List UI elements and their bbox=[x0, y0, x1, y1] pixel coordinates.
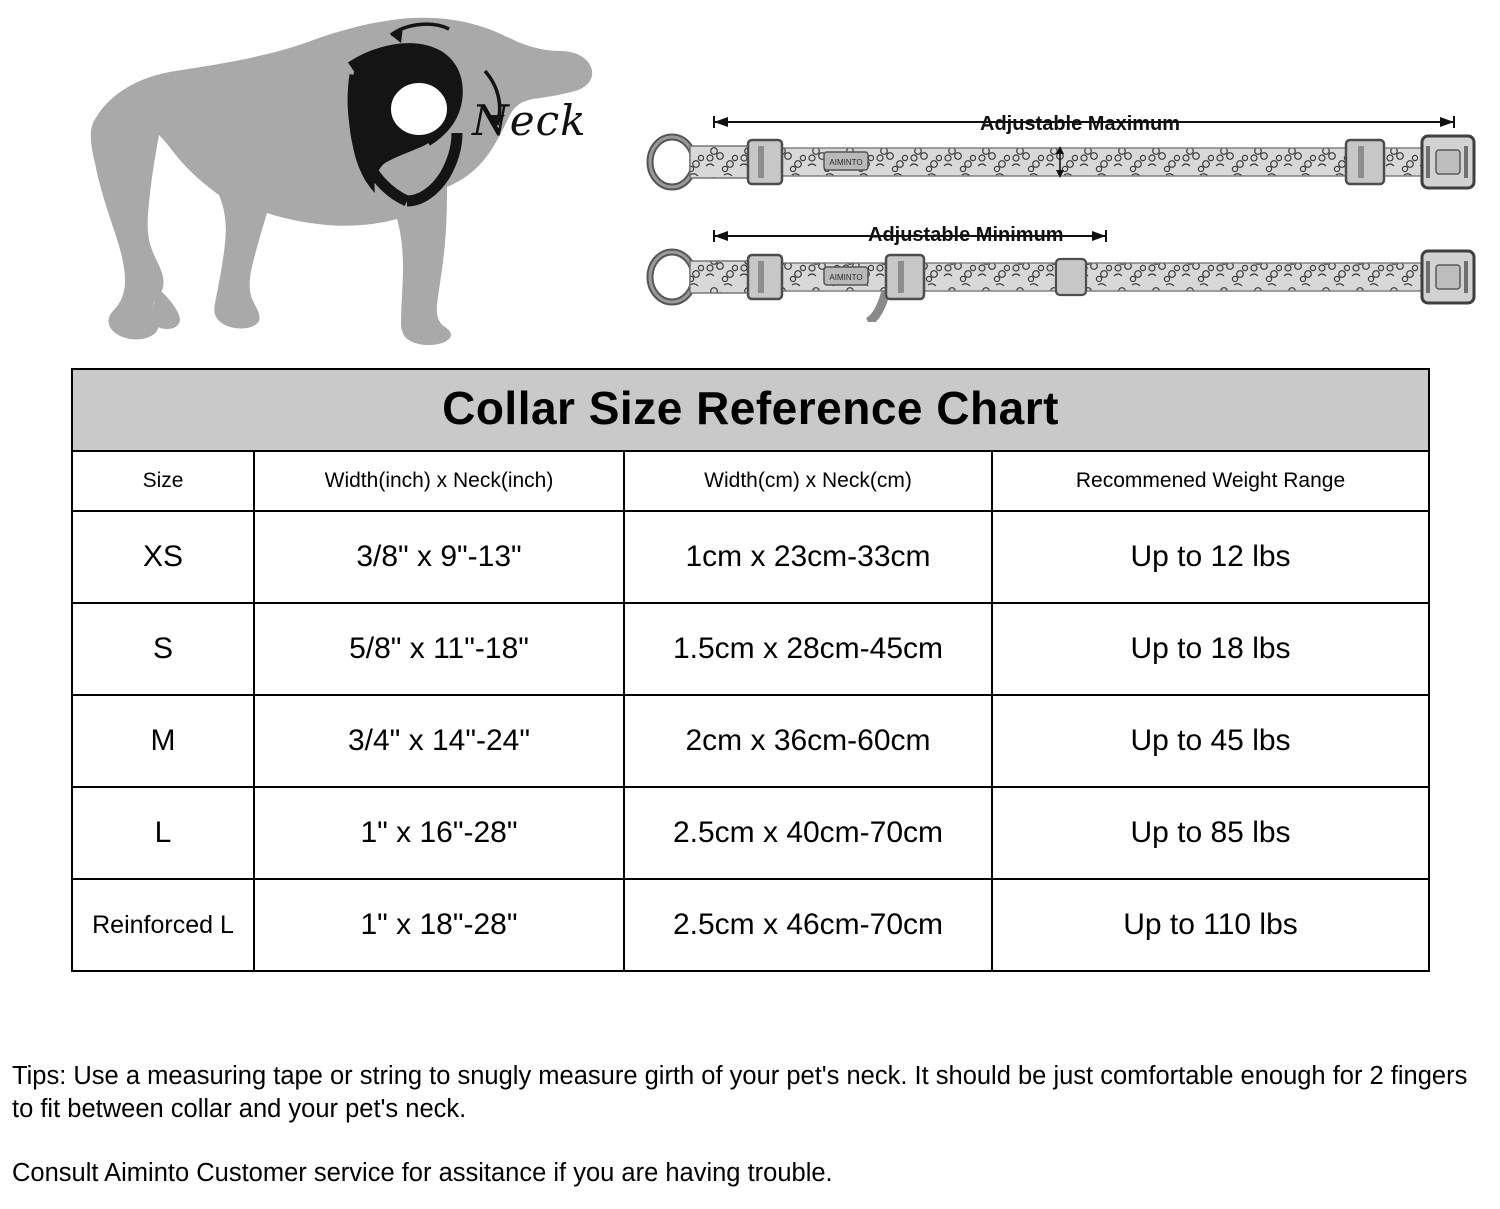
cell-size: M bbox=[72, 695, 254, 787]
dog-silhouette-diagram bbox=[55, 5, 615, 355]
cell-cm: 2.5cm x 40cm-70cm bbox=[624, 787, 992, 879]
page-title: Collar Size Reference Chart bbox=[72, 369, 1429, 451]
collar-slider-min bbox=[748, 255, 782, 299]
cell-cm: 1.5cm x 28cm-45cm bbox=[624, 603, 992, 695]
cell-inch: 5/8" x 11"-18" bbox=[254, 603, 624, 695]
cell-weight: Up to 12 lbs bbox=[992, 511, 1429, 603]
header-width-neck-inch: Width(inch) x Neck(inch) bbox=[254, 451, 624, 511]
cell-size: XS bbox=[72, 511, 254, 603]
illustration-area bbox=[0, 0, 1500, 368]
header-size: Size bbox=[72, 451, 254, 511]
tips-line-support: Consult Aiminto Customer service for assitance if you are having trouble. bbox=[12, 1159, 833, 1188]
table-row bbox=[72, 511, 1429, 603]
collar-adjuster-min bbox=[886, 255, 924, 299]
collar-slider bbox=[748, 140, 782, 184]
cell-inch: 3/4" x 14"-24" bbox=[254, 695, 624, 787]
cell-weight: Up to 45 lbs bbox=[992, 695, 1429, 787]
table-title-row bbox=[72, 369, 1429, 451]
cell-cm: 2cm x 36cm-60cm bbox=[624, 695, 992, 787]
tips-section bbox=[12, 1060, 1492, 1190]
collar-strap-fold-min bbox=[690, 261, 748, 293]
cell-cm: 2.5cm x 46cm-70cm bbox=[624, 879, 992, 971]
collar-d-ring-min bbox=[650, 252, 694, 302]
cell-weight: Up to 110 lbs bbox=[992, 879, 1429, 971]
cell-size: Reinforced L bbox=[72, 879, 254, 971]
header-width-neck-cm: Width(cm) x Neck(cm) bbox=[624, 451, 992, 511]
cell-size: L bbox=[72, 787, 254, 879]
cell-size: S bbox=[72, 603, 254, 695]
table-row bbox=[72, 603, 1429, 695]
adjustable-maximum-label: Adjustable Maximum bbox=[980, 113, 1181, 135]
cell-inch: 1" x 18"-28" bbox=[254, 879, 624, 971]
collar-size-table-container bbox=[71, 368, 1428, 972]
svg-text:AIMINTO: AIMINTO bbox=[829, 158, 863, 167]
cell-inch: 3/8" x 9"-13" bbox=[254, 511, 624, 603]
collar-diagram-minimum bbox=[636, 222, 1481, 322]
neck-label: Neck bbox=[472, 96, 587, 145]
harness-ring bbox=[392, 84, 446, 134]
length-dimension-line bbox=[714, 116, 1454, 128]
header-weight-range: Recommened Weight Range bbox=[992, 451, 1429, 511]
table-row bbox=[72, 695, 1429, 787]
collar-size-table bbox=[71, 368, 1430, 972]
dog-body-shape bbox=[91, 18, 592, 345]
collar-brand-plate-min bbox=[824, 267, 868, 285]
adjustable-minimum-label: Adjustable Minimum bbox=[868, 224, 1064, 246]
collar-adjuster bbox=[1346, 140, 1384, 184]
tips-line-measure: Tips: Use a measuring tape or string to snugly measure girth of your pet's neck. It should be just comfortable enough for 2 fingers to fit between collar and your pet's neck. bbox=[12, 1062, 1468, 1123]
cell-weight: Up to 85 lbs bbox=[992, 787, 1429, 879]
cell-weight: Up to 18 lbs bbox=[992, 603, 1429, 695]
collar-strap-fold bbox=[690, 146, 748, 178]
collar-strap-tail bbox=[868, 291, 886, 322]
collar-ring-mid bbox=[1056, 259, 1086, 295]
cell-inch: 1" x 16"-28" bbox=[254, 787, 624, 879]
collar-d-ring bbox=[650, 137, 694, 187]
collar-brand-plate bbox=[824, 152, 868, 170]
table-row bbox=[72, 787, 1429, 879]
collar-diagram-maximum bbox=[636, 112, 1481, 202]
cell-cm: 1cm x 23cm-33cm bbox=[624, 511, 992, 603]
table-header-row bbox=[72, 451, 1429, 511]
table-row bbox=[72, 879, 1429, 971]
svg-text:AIMINTO: AIMINTO bbox=[829, 273, 863, 282]
collar-buckle-min bbox=[1422, 251, 1474, 303]
length-dimension-line-min bbox=[714, 230, 1106, 242]
collar-buckle bbox=[1422, 136, 1474, 188]
